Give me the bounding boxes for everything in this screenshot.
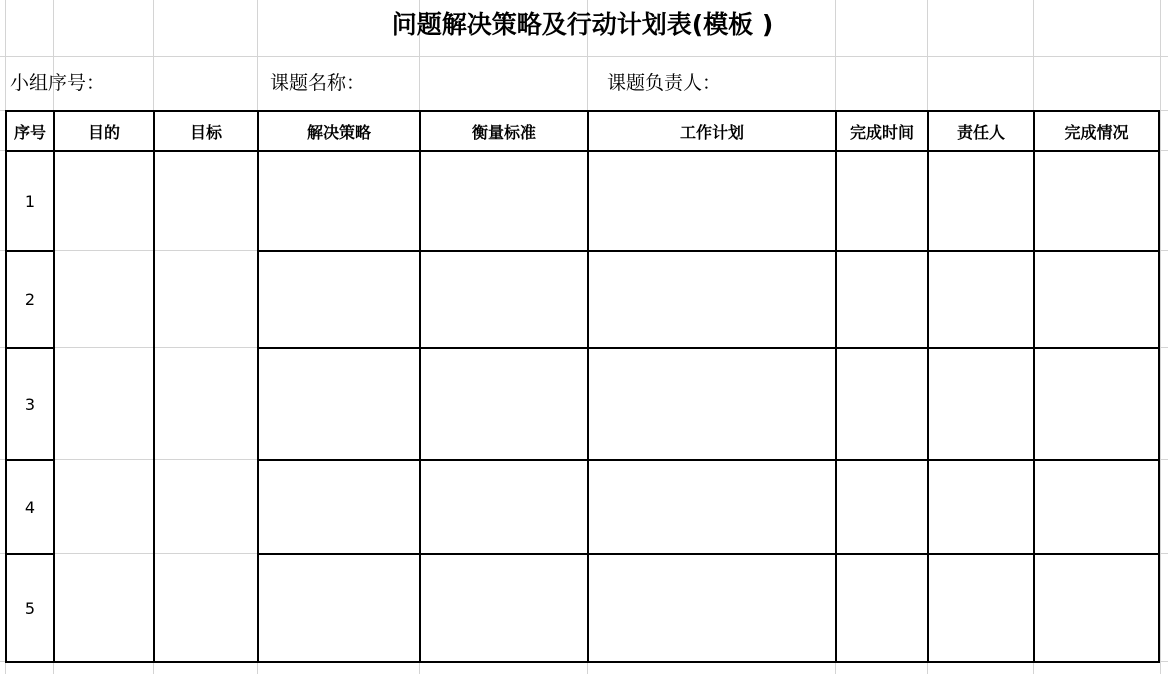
status-cell[interactable]	[1034, 554, 1159, 662]
table-header-row	[6, 111, 1159, 151]
due-time-cell[interactable]	[836, 554, 928, 662]
work-plan-cell[interactable]	[588, 348, 836, 460]
owner-cell[interactable]	[928, 460, 1034, 554]
row-number-cell[interactable]: 2	[6, 251, 54, 348]
header-goal[interactable]: 目标	[154, 111, 258, 151]
due-time-cell[interactable]	[836, 460, 928, 554]
strategy-cell[interactable]	[258, 460, 420, 554]
topic-name-label: 课题名称：	[270, 72, 366, 94]
due-time-cell[interactable]	[836, 348, 928, 460]
header-work-plan[interactable]: 工作计划	[588, 111, 836, 151]
measure-cell[interactable]	[420, 460, 588, 554]
header-due-time[interactable]: 完成时间	[836, 111, 928, 151]
header-owner[interactable]: 责任人	[928, 111, 1034, 151]
measure-cell[interactable]	[420, 151, 588, 251]
page-title: 问题解决策略及行动计划表(模板 )	[391, 10, 774, 39]
work-plan-cell[interactable]	[588, 460, 836, 554]
owner-cell[interactable]	[928, 348, 1034, 460]
strategy-cell[interactable]	[258, 151, 420, 251]
work-plan-cell[interactable]	[588, 554, 836, 662]
row-number-cell[interactable]: 3	[6, 348, 54, 460]
strategy-cell[interactable]	[258, 251, 420, 348]
status-cell[interactable]	[1034, 348, 1159, 460]
strategy-cell[interactable]	[258, 348, 420, 460]
group-number-label: 小组序号：	[10, 72, 106, 94]
purpose-cell[interactable]	[54, 151, 154, 662]
goal-cell[interactable]	[154, 151, 258, 662]
owner-cell[interactable]	[928, 151, 1034, 251]
owner-cell[interactable]	[928, 554, 1034, 662]
header-purpose[interactable]: 目的	[54, 111, 154, 151]
topic-owner-label: 课题负责人：	[607, 72, 722, 94]
strategy-cell[interactable]	[258, 554, 420, 662]
header-strategy[interactable]: 解决策略	[258, 111, 420, 151]
table-row	[6, 151, 1159, 251]
due-time-cell[interactable]	[836, 251, 928, 348]
work-plan-cell[interactable]	[588, 251, 836, 348]
header-serial-no[interactable]: 序号	[6, 111, 54, 151]
status-cell[interactable]	[1034, 460, 1159, 554]
status-cell[interactable]	[1034, 151, 1159, 251]
due-time-cell[interactable]	[836, 151, 928, 251]
owner-cell[interactable]	[928, 251, 1034, 348]
work-plan-cell[interactable]	[588, 151, 836, 251]
measure-cell[interactable]	[420, 554, 588, 662]
row-number-cell[interactable]: 1	[6, 151, 54, 251]
row-number-cell[interactable]: 4	[6, 460, 54, 554]
status-cell[interactable]	[1034, 251, 1159, 348]
header-measure-standard[interactable]: 衡量标准	[420, 111, 588, 151]
measure-cell[interactable]	[420, 251, 588, 348]
measure-cell[interactable]	[420, 348, 588, 460]
sheet-gridline	[0, 56, 1168, 57]
action-plan-table	[5, 110, 1160, 663]
sheet-gridline	[1160, 0, 1161, 674]
header-completion-status[interactable]: 完成情况	[1034, 111, 1159, 151]
row-number-cell[interactable]: 5	[6, 554, 54, 662]
